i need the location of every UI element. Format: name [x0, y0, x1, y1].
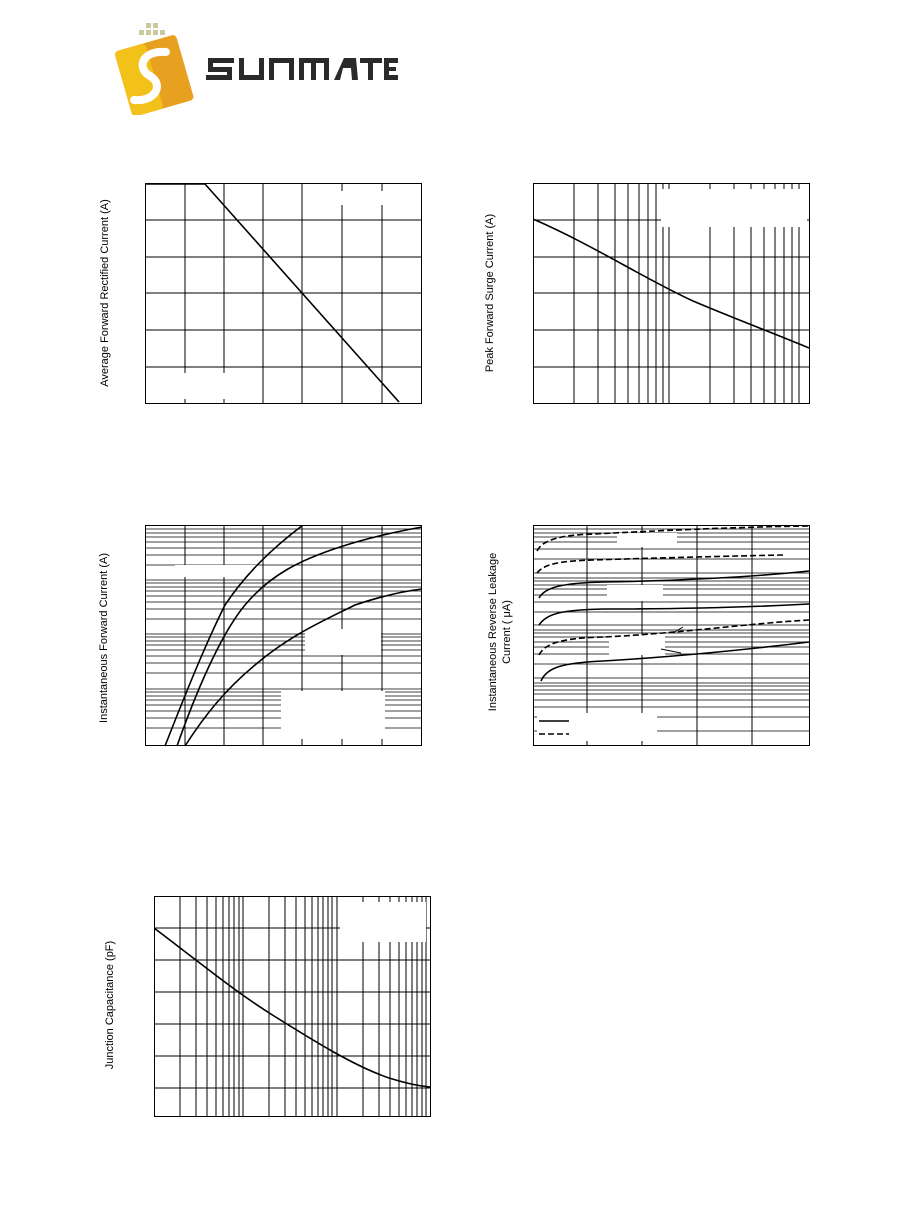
chart4-ylabel-line1: Instantaneous Reverse Leakage	[487, 552, 499, 712]
chart3-forward-curve	[145, 525, 423, 752]
chart1-derating-curve	[145, 183, 423, 410]
chart4-ylabel	[486, 552, 514, 712]
chart5-capacitance-curve	[154, 896, 432, 1123]
brand-logo	[108, 20, 398, 115]
chart2-plot	[533, 183, 811, 405]
chart5-plot	[154, 896, 432, 1118]
chart5-ylabel: Junction Capacitance (pF)	[104, 940, 116, 1070]
chart1-ylabel: Average Forward Rectified Current (A)	[99, 199, 111, 387]
chart4-curve-6	[541, 642, 809, 681]
chart4-ylabel-line2: Current ( μA)	[501, 600, 513, 664]
chart1-plot	[145, 183, 423, 405]
chart5-curve	[154, 928, 430, 1087]
chart3-ylabel: Instantaneous Forward Current (A)	[98, 553, 110, 723]
chart2-surge-curve	[533, 183, 811, 410]
chart2-ylabel: Peak Forward Surge Current (A)	[484, 213, 496, 373]
chart4-curve-2	[537, 555, 783, 573]
chart3-plot	[145, 525, 423, 747]
chart4-curve-4	[539, 604, 809, 625]
chart4-plot	[533, 525, 811, 747]
sunmate-logo-icon	[108, 20, 398, 115]
chart4-leakage-curve	[533, 525, 811, 752]
chart4-curve-3	[539, 571, 809, 598]
